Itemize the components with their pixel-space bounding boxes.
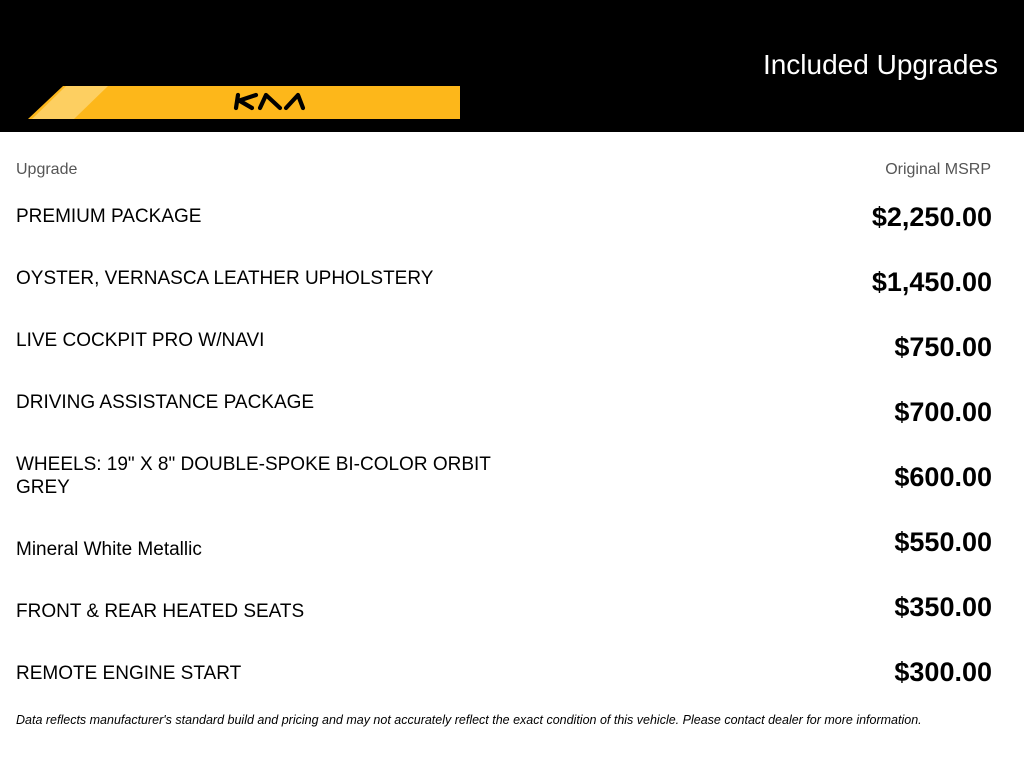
upgrade-name: FRONT & REAR HEATED SEATS (16, 601, 305, 622)
upgrade-price: $350.00 (894, 592, 992, 622)
upgrade-price: $1,450.00 (871, 267, 992, 297)
upgrade-name: Mineral White Metallic (16, 539, 202, 560)
upgrade-name: REMOTE ENGINE START (16, 663, 242, 684)
upgrade-price: $700.00 (894, 397, 992, 427)
upgrade-name: DRIVING ASSISTANCE PACKAGE (16, 392, 315, 413)
kia-logo (28, 86, 460, 119)
column-header-upgrade: Upgrade (16, 161, 78, 178)
upgrade-name: WHEELS: 19" X 8" DOUBLE-SPOKE BI-COLOR ORBIT GREY (16, 454, 491, 498)
header-banner (0, 0, 1024, 132)
page-title: Included Upgrades (762, 49, 998, 80)
upgrade-name: PREMIUM PACKAGE (16, 206, 202, 227)
upgrade-name: OYSTER, VERNASCA LEATHER UPHOLSTERY (16, 268, 434, 289)
upgrade-price: $550.00 (894, 527, 992, 557)
upgrade-price: $750.00 (894, 332, 992, 362)
brand-stripe-icon (28, 86, 460, 119)
column-header-msrp: Original MSRP (885, 161, 991, 178)
upgrade-price: $300.00 (894, 657, 992, 687)
upgrade-price: $600.00 (894, 462, 992, 492)
upgrade-price: $2,250.00 (871, 202, 992, 232)
disclaimer-text: Data reflects manufacturer's standard build and pricing and may not accurately reflect the exact condition of this vehicle. Please contact dealer for more information. (16, 713, 922, 727)
upgrade-name: LIVE COCKPIT PRO W/NAVI (16, 330, 265, 351)
